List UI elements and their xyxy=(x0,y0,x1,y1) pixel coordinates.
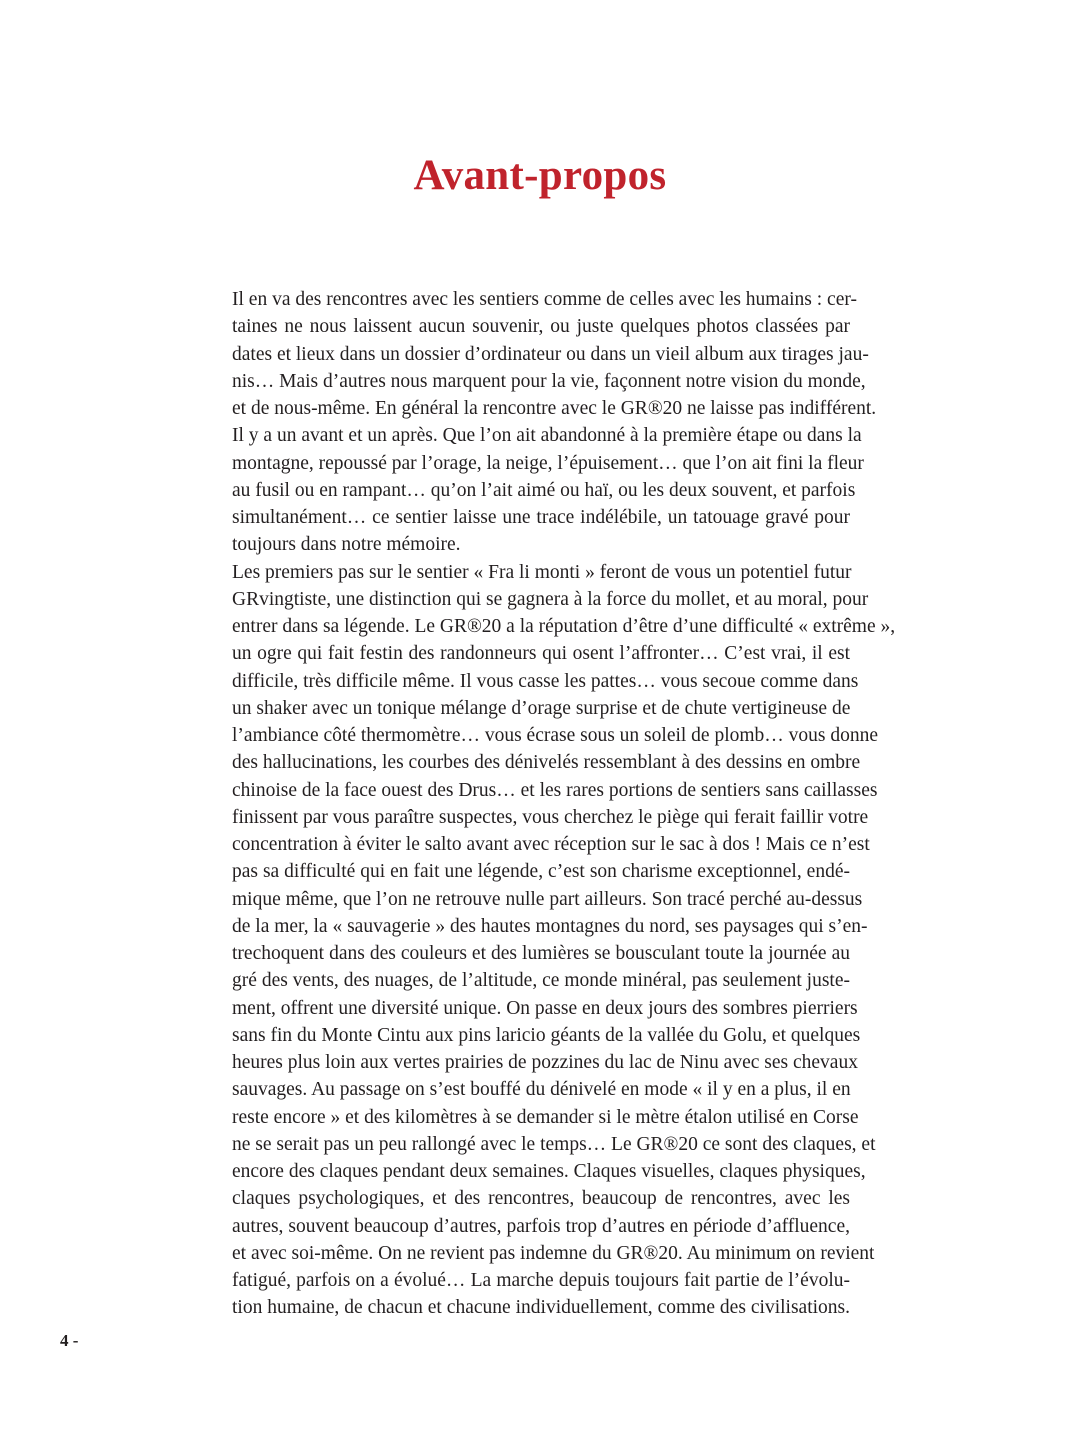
text-line: Il en va des rencontres avec les sentiers comme de celles avec les humains : cer- xyxy=(232,289,857,310)
text-line: montagne, repoussé par l’orage, la neige, l’épuisement… que l’on ait fini la fleur xyxy=(232,452,864,474)
text-line: mique même, que l’on ne retrouve nulle part ailleurs. Son tracé perché au-dessus xyxy=(232,888,863,910)
text-line: un ogre qui fait festin des randonneurs qui osent l’affronter… C’est vrai, il est xyxy=(232,643,850,665)
text-line: autres, souvent beaucoup d’autres, parfois trop d’autres en période d’affluence, xyxy=(232,1215,850,1237)
text-line: des hallucinations, les courbes des dénivelés ressemblant à des dessins en ombre xyxy=(232,752,861,774)
text-line: heures plus loin aux vertes prairies de pozzines du lac de Ninu avec ses chevaux xyxy=(232,1052,858,1073)
text-line: fatigué, parfois on a évolué… La marche depuis toujours fait partie de l’évolu- xyxy=(232,1270,850,1291)
text-line: concentration à éviter le salto avant avec réception sur le sac à dos ! Mais ce n’est xyxy=(232,834,870,855)
text-line: encore des claques pendant deux semaines. Claques visuelles, claques physiques, xyxy=(232,1161,866,1182)
text-line: Les premiers pas sur le sentier « Fra li monti » feront de vous un potentiel futur xyxy=(232,561,852,583)
body-text xyxy=(232,286,896,1322)
text-line: au fusil ou en rampant… qu’on l’ait aimé ou haï, ou les deux souvent, et parfois xyxy=(232,479,856,501)
text-line: ne se serait pas un peu rallongé avec le temps… Le GR®20 ce sont des claques, et xyxy=(232,1133,876,1155)
text-line: et avec soi-même. On ne revient pas indemne du GR®20. Au minimum on revient xyxy=(232,1242,875,1264)
text-line: finissent par vous paraître suspectes, vous cherchez le piège qui ferait faillir votre xyxy=(232,806,869,828)
page-number: 4 - xyxy=(60,1331,79,1350)
text-line: gré des vents, des nuages, de l’altitude, ce monde minéral, pas seulement juste- xyxy=(232,970,850,992)
text-line: difficile, très difficile même. Il vous casse les pattes… vous secoue comme dans xyxy=(232,670,859,692)
text-line: un shaker avec un tonique mélange d’orage surprise et de chute vertigineuse de xyxy=(232,697,851,719)
text-line: et de nous-même. En général la rencontre avec le GR®20 ne laisse pas indifférent. xyxy=(232,398,877,419)
text-line: toujours dans notre mémoire. xyxy=(232,534,461,556)
text-line: dates et lieux dans un dossier d’ordinateur ou dans un vieil album aux tirages jau- xyxy=(232,343,869,365)
text-line: sans fin du Monte Cintu aux pins laricio géants de la vallée du Golu, et quelques xyxy=(232,1024,861,1046)
text-line: pas sa difficulté qui en fait une légende, c’est son charisme exceptionnel, endé- xyxy=(232,861,850,883)
text-line: l’ambiance côté thermomètre… vous écrase sous un soleil de plomb… vous donne xyxy=(232,725,879,746)
text-line: trechoquent dans des couleurs et des lumières se bousculant toute la journée au xyxy=(232,943,850,964)
text-line: reste encore » et des kilomètres à se demander si le mètre étalon utilisé en Corse xyxy=(232,1106,859,1128)
text-line: entrer dans sa légende. Le GR®20 a la réputation d’être d’une difficulté « extrême », xyxy=(232,616,896,637)
text-line: simultanément… ce sentier laisse une trace indélébile, un tatouage gravé pour xyxy=(232,507,850,528)
text-line: GRvingtiste, une distinction qui se gagnera à la force du mollet, et au moral, pour xyxy=(232,588,869,610)
text-line: nis… Mais d’autres nous marquent pour la vie, façonnent notre vision du monde, xyxy=(232,370,866,392)
text-line: tion humaine, de chacun et chacune individuellement, comme des civilisations. xyxy=(232,1297,850,1319)
text-line: Il y a un avant et un après. Que l’on ait abandonné à la première étape ou dans la xyxy=(232,425,862,447)
text-line: ment, offrent une diversité unique. On passe en deux jours des sombres pierriers xyxy=(232,997,858,1019)
text-line: de la mer, la « sauvagerie » des hautes montagnes du nord, ses paysages qui s’en- xyxy=(232,915,868,937)
page-title: Avant-propos xyxy=(413,152,667,199)
text-line: sauvages. Au passage on s’est bouffé du dénivelé en mode « il y en a plus, il en xyxy=(232,1079,851,1101)
text-line: chinoise de la face ouest des Drus… et les rares portions de sentiers sans caillasses xyxy=(232,779,878,801)
text-line: claques psychologiques, et des rencontres, beaucoup de rencontres, avec les xyxy=(232,1188,850,1210)
text-line: taines ne nous laissent aucun souvenir, ou juste quelques photos classées par xyxy=(232,316,850,338)
